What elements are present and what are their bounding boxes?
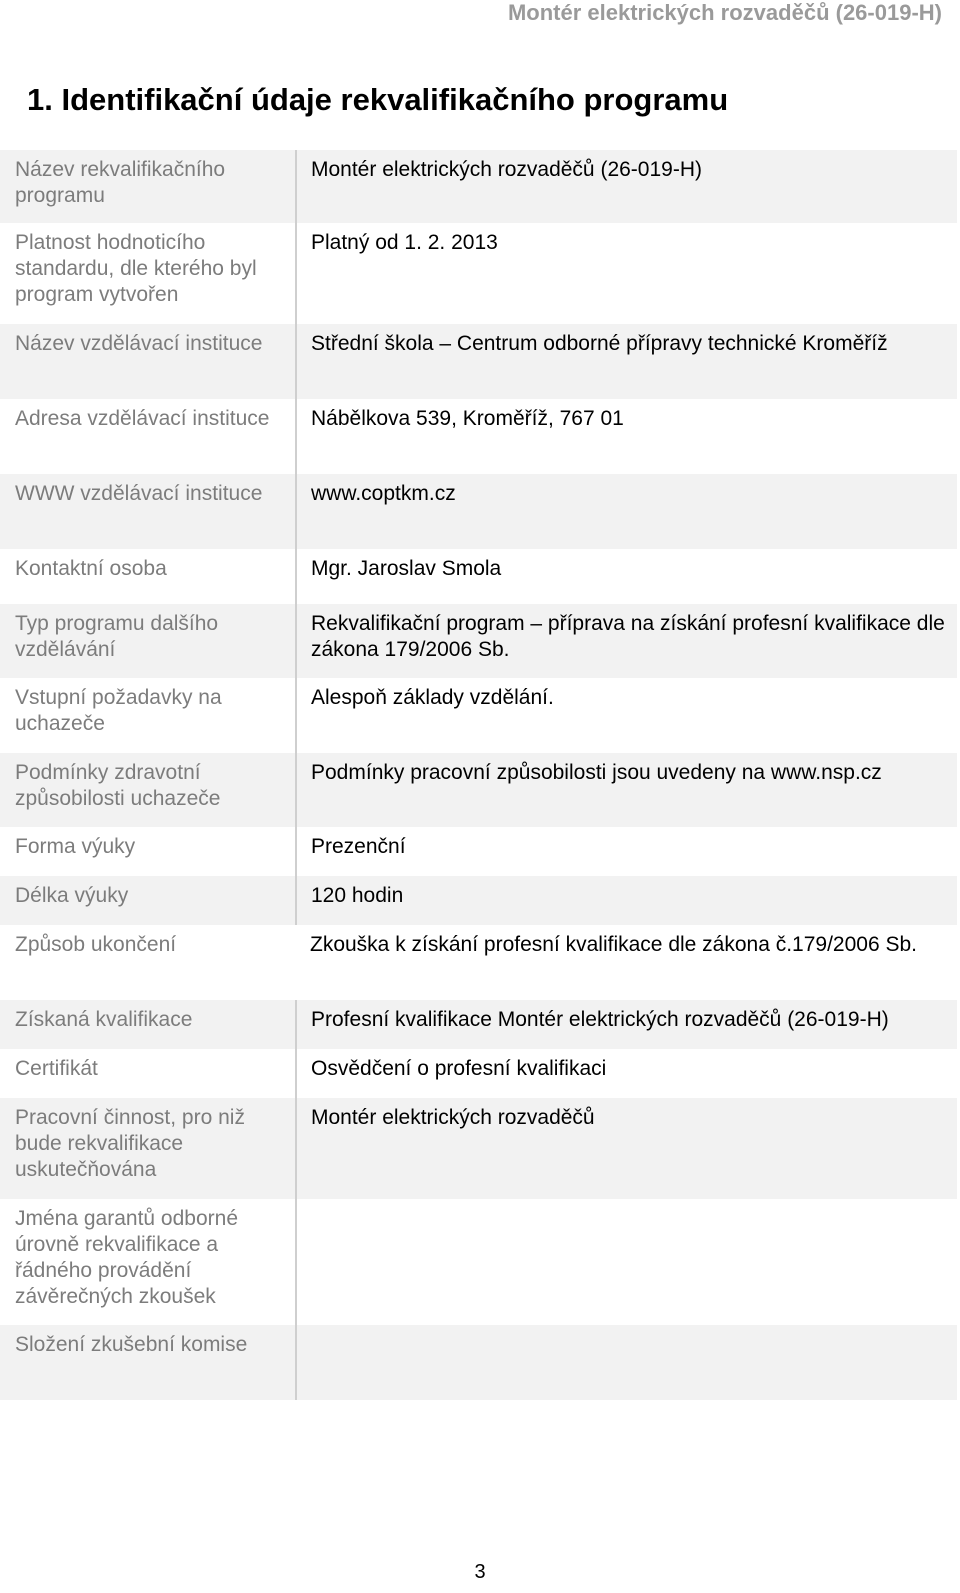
row-value: Profesní kvalifikace Montér elektrických rozvaděčů (26-019-H) bbox=[296, 1000, 957, 1049]
row-value: Platný od 1. 2. 2013 bbox=[311, 231, 498, 254]
row-label: Typ programu dalšího vzdělávání bbox=[0, 604, 296, 678]
table-row bbox=[0, 1098, 957, 1199]
table-row bbox=[0, 753, 957, 827]
table-row bbox=[0, 925, 957, 1000]
row-label: Adresa vzdělávací instituce bbox=[0, 399, 296, 474]
row-value: Montér elektrických rozvaděčů (26-019-H) bbox=[296, 150, 957, 223]
row-value bbox=[296, 1325, 957, 1400]
row-label: Délka výuky bbox=[0, 876, 296, 925]
table-row bbox=[0, 324, 957, 399]
table-row bbox=[0, 1000, 957, 1049]
row-value: www.coptkm.cz bbox=[296, 474, 957, 549]
row-value: Prezenční bbox=[311, 835, 406, 858]
row-label: Forma výuky bbox=[0, 827, 296, 876]
table-row bbox=[0, 876, 957, 925]
table-row bbox=[0, 399, 957, 474]
table-row bbox=[0, 1325, 957, 1400]
running-header: Montér elektrických rozvaděčů (26-019-H) bbox=[507, 0, 942, 25]
section-title: 1. Identifikační údaje rekvalifikačního programu bbox=[27, 82, 729, 117]
row-value: Podmínky pracovní způsobilosti jsou uvedeny na www.nsp.cz bbox=[296, 753, 957, 827]
table-row bbox=[0, 1199, 957, 1325]
row-label: Kontaktní osoba bbox=[0, 549, 296, 604]
table-row bbox=[0, 827, 957, 876]
page-number: 3 bbox=[474, 1561, 486, 1583]
row-label: Jména garantů odborné úrovně rekvalifikace a řádného provádění závěrečných zkoušek bbox=[0, 1199, 296, 1325]
table-row bbox=[0, 678, 957, 753]
row-label: Způsob ukončení bbox=[15, 933, 177, 956]
row-value: 120 hodin bbox=[296, 876, 957, 925]
row-value: Zkouška k získání profesní kvalifikace dle zákona č.179/2006 Sb. bbox=[310, 933, 918, 956]
row-value: Alespoň základy vzdělání. bbox=[311, 686, 554, 709]
row-label: Podmínky zdravotní způsobilosti uchazeče bbox=[0, 753, 296, 827]
row-label: Platnost hodnoticího standardu, dle kterého byl program vytvořen bbox=[0, 223, 296, 324]
row-label: Získaná kvalifikace bbox=[0, 1000, 296, 1049]
row-label: Pracovní činnost, pro niž bude rekvalifikace uskutečňována bbox=[0, 1098, 296, 1199]
row-label: Název vzdělávací instituce bbox=[0, 324, 296, 399]
row-value: Rekvalifikační program – příprava na získání profesní kvalifikace dle zákona 179/2006 Sb. bbox=[296, 604, 957, 678]
table-row bbox=[0, 474, 957, 549]
row-label: Složení zkušební komise bbox=[0, 1325, 296, 1400]
table-row bbox=[0, 150, 957, 223]
row-label: Certifikát bbox=[0, 1049, 296, 1098]
row-value bbox=[296, 1199, 957, 1325]
table-row bbox=[0, 223, 957, 324]
row-label: WWW vzdělávací instituce bbox=[0, 474, 296, 549]
table-row bbox=[0, 1049, 957, 1098]
row-value: Mgr. Jaroslav Smola bbox=[311, 557, 502, 580]
row-value: Montér elektrických rozvaděčů bbox=[296, 1098, 957, 1199]
table-row bbox=[0, 604, 957, 678]
table-row bbox=[0, 549, 957, 604]
row-label: Vstupní požadavky na uchazeče bbox=[0, 678, 296, 753]
row-value: Nábělkova 539, Kroměříž, 767 01 bbox=[311, 407, 624, 430]
row-value: Osvědčení o profesní kvalifikaci bbox=[311, 1057, 607, 1080]
row-label: Název rekvalifikačního programu bbox=[0, 150, 296, 223]
row-value: Střední škola – Centrum odborné přípravy technické Kroměříž bbox=[296, 324, 957, 399]
identification-table bbox=[0, 150, 957, 1400]
